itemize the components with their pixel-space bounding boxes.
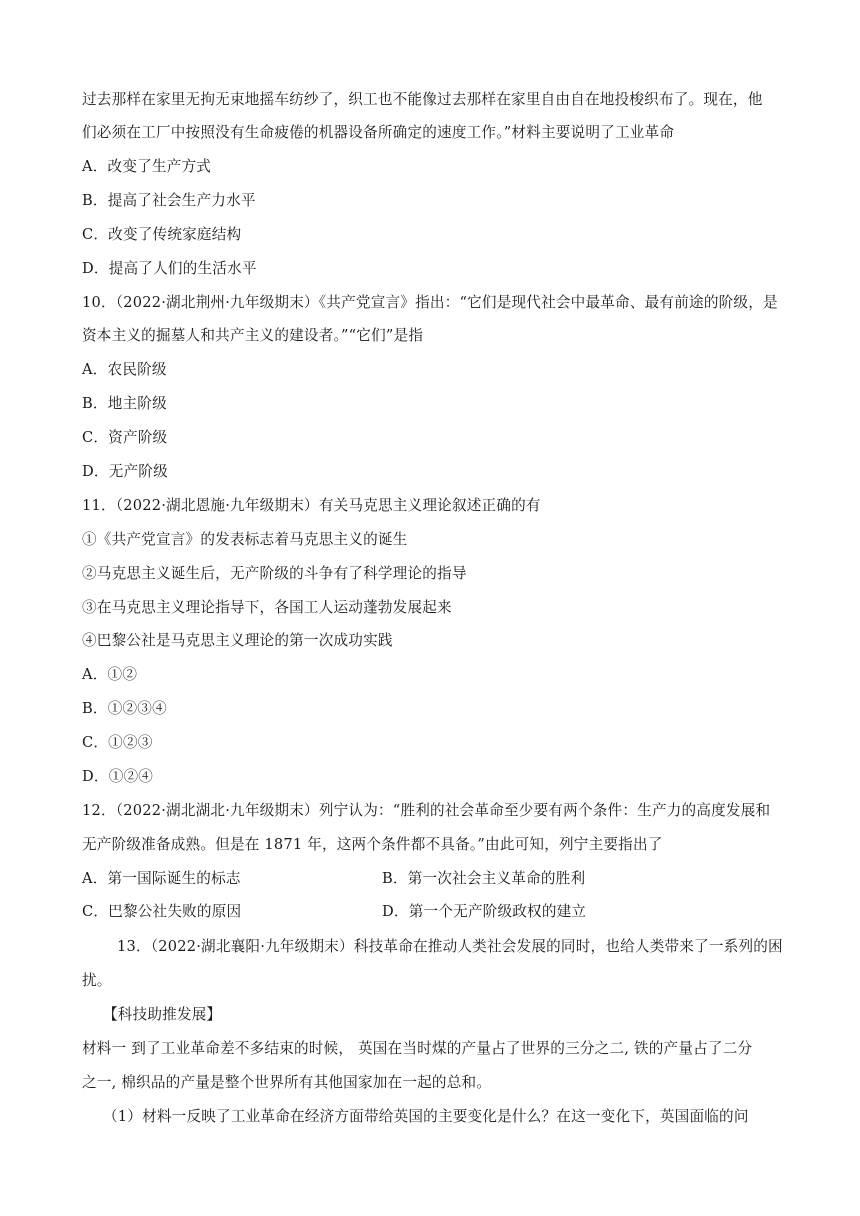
q11-option-b: B．①②③④ — [82, 700, 167, 717]
q13-stem-line-1: 13．（2022·湖北襄阳·九年级期末）科技革命在推动人类社会发展的同时，也给人类带来了一系列的困 — [117, 938, 783, 955]
q13-material-line-1: 材料一 到了工业革命差不多结束的时候， 英国在当时煤的产量占了世界的三分之二, 铁的产量占了二分 — [82, 1040, 753, 1057]
q12-stem-line-2: 无产阶级准备成熟。但是在 1871 年，这两个条件都不具备。”由此可知，列宁主要指出了 — [82, 836, 663, 853]
q12-option-b: B．第一次社会主义革命的胜利 — [382, 870, 586, 887]
q13-material-line-2: 之一, 棉织品的产量是整个世界所有其他国家加在一起的总和。 — [82, 1074, 492, 1091]
q11-option-c: C．①②③ — [82, 734, 153, 751]
q9-option-b: B．提高了社会生产力水平 — [82, 192, 256, 209]
q11-option-a: A．①② — [82, 666, 138, 683]
q13-subquestion-1: （1）材料一反映了工业革命在经济方面带给英国的主要变化是什么？在这一变化下，英国面临的问 — [103, 1108, 749, 1125]
q11-option-d: D．①②④ — [82, 768, 154, 785]
q12-option-d: D．第一个无产阶级政权的建立 — [382, 903, 587, 920]
q12-option-c: C．巴黎公社失败的原因 — [82, 903, 242, 920]
q10-option-b: B．地主阶级 — [82, 395, 167, 412]
q9-stem-line-1: 过去那样在家里无拘无束地摇车纺纱了，织工也不能像过去那样在家里自由自在地投梭织布了。现在，他 — [82, 91, 763, 108]
q12-option-a: A．第一国际诞生的标志 — [82, 870, 241, 887]
q11-statement-3: ③在马克思主义理论指导下，各国工人运动蓬勃发展起来 — [82, 599, 452, 616]
q11-statement-2: ②马克思主义诞生后，无产阶级的斗争有了科学理论的指导 — [82, 565, 467, 582]
q10-option-c: C．资产阶级 — [82, 429, 168, 446]
q10-stem-line-1: 10．（2022·湖北荆州·九年级期末）《共产党宣言》指出：“它们是现代社会中最革命、最有前途的阶级，是 — [82, 294, 778, 311]
q13-stem-line-2: 扰。 — [82, 972, 112, 989]
q9-stem-line-2: 们必须在工厂中按照没有生命疲倦的机器设备所确定的速度工作。”材料主要说明了工业革命 — [82, 124, 675, 141]
q9-option-a: A．改变了生产方式 — [82, 158, 212, 175]
q11-statement-1: ①《共产党宣言》的发表标志着马克思主义的诞生 — [82, 531, 408, 548]
q9-option-c: C．改变了传统家庭结构 — [82, 226, 242, 243]
q10-option-d: D．无产阶级 — [82, 463, 168, 480]
q11-stem: 11．（2022·湖北恩施·九年级期末）有关马克思主义理论叙述正确的有 — [82, 497, 541, 514]
q9-option-d: D．提高了人们的生活水平 — [82, 260, 257, 277]
q10-stem-line-2: 资本主义的掘墓人和共产主义的建设者。”“它们”是指 — [82, 327, 424, 344]
q13-section-heading: 【科技助推发展】 — [103, 1006, 222, 1023]
q11-statement-4: ④巴黎公社是马克思主义理论的第一次成功实践 — [82, 632, 393, 649]
q12-stem-line-1: 12．（2022·湖北湖北·九年级期末）列宁认为：“胜利的社会革命至少要有两个条件：生产力的高度发展和 — [82, 802, 771, 819]
q10-option-a: A．农民阶级 — [82, 361, 167, 378]
